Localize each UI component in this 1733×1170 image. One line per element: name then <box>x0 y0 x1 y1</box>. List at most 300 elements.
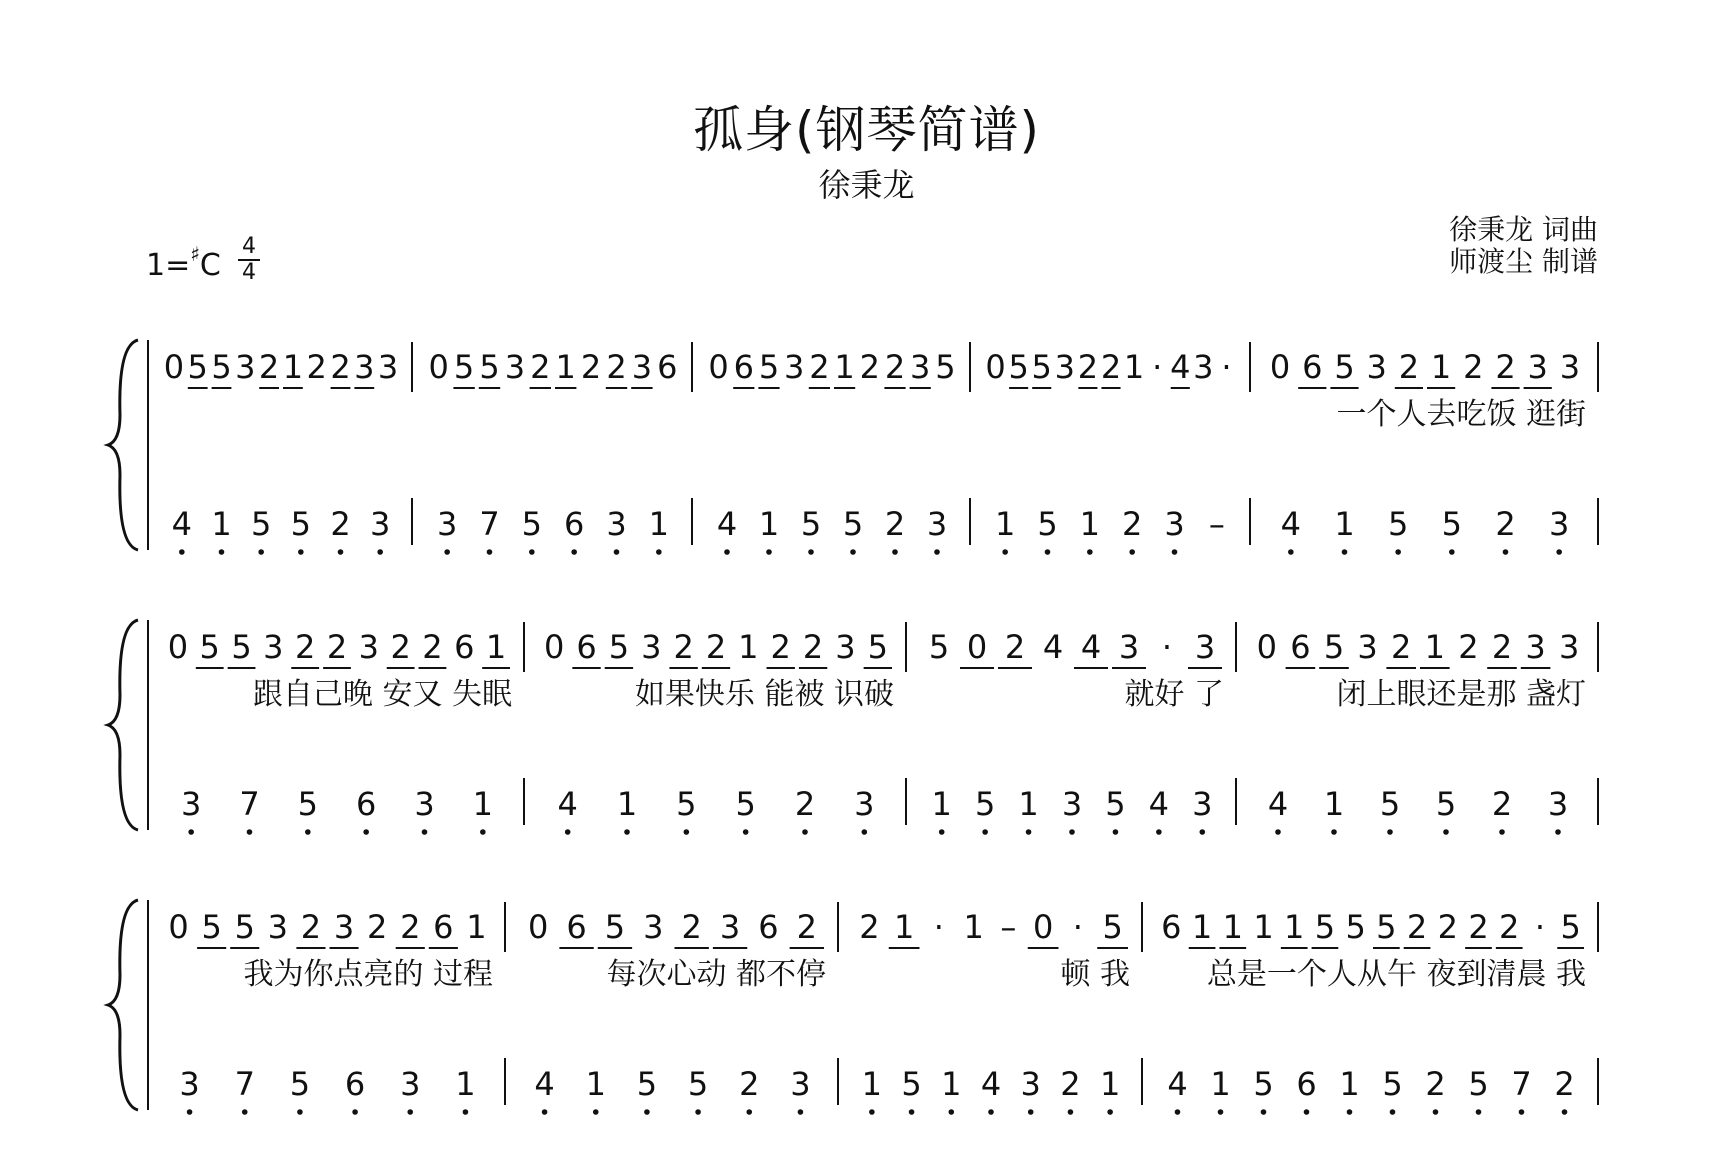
treble-note: 4 <box>1042 628 1064 666</box>
bass-note: 3 <box>606 505 627 543</box>
lyric-text: 顿 我 <box>1060 957 1130 992</box>
system-brace <box>108 900 138 1110</box>
treble-note: 6 <box>1161 908 1182 946</box>
treble-note: · <box>1161 628 1173 666</box>
low-octave-dot <box>850 549 856 555</box>
treble-note: 4 <box>1170 348 1191 386</box>
bass-note: 3 <box>179 1065 200 1103</box>
low-octave-dot <box>614 549 620 555</box>
low-octave-dot <box>1519 1109 1525 1115</box>
bass-note: 5 <box>687 1065 709 1103</box>
treble-note: 2 <box>530 348 551 386</box>
treble-note: 3 <box>1525 628 1546 666</box>
treble-note: 3 <box>835 628 856 666</box>
bass-note: 5 <box>842 505 864 543</box>
low-octave-dot <box>363 829 369 835</box>
treble-note: 2 <box>809 348 830 386</box>
treble-note: 3 <box>235 348 256 386</box>
bass-note: 2 <box>1554 1065 1575 1103</box>
treble-note: 3 <box>1357 628 1378 666</box>
low-octave-dot <box>247 829 253 835</box>
low-octave-dot <box>1129 549 1135 555</box>
low-octave-dot <box>422 829 428 835</box>
treble-note: 5 <box>211 348 232 386</box>
time-bottom: 4 <box>242 260 256 285</box>
treble-note: 3 <box>358 628 379 666</box>
treble-note: 6 <box>454 628 475 666</box>
bass-note: 5 <box>676 785 697 823</box>
bass-note: 3 <box>854 785 875 823</box>
bass-note: 3 <box>400 1065 421 1103</box>
treble-note: 5 <box>1031 348 1052 386</box>
bass-note: 5 <box>290 505 312 543</box>
treble-note: 2 <box>300 908 322 946</box>
low-octave-dot <box>352 1109 358 1115</box>
bass-note: 3 <box>1548 505 1570 543</box>
treble-note: 3 <box>1054 348 1075 386</box>
low-octave-dot <box>1275 829 1281 835</box>
low-octave-dot <box>219 549 225 555</box>
treble-note: 0 <box>528 908 549 946</box>
low-octave-dot <box>1261 1109 1267 1115</box>
bass-note: 3 <box>790 1065 811 1103</box>
time-top: 4 <box>242 234 256 259</box>
treble-note: 2 <box>366 908 388 946</box>
bass-note: 2 <box>1121 505 1143 543</box>
treble-note: 0 <box>1269 348 1291 386</box>
low-octave-dot <box>1175 1109 1181 1115</box>
treble-note: 5 <box>453 348 475 386</box>
treble-note: 5 <box>1102 908 1123 946</box>
treble-note: 1 <box>834 348 855 386</box>
bass-note: 1 <box>648 505 670 543</box>
treble-note: 6 <box>733 348 754 386</box>
bass-note: 5 <box>974 785 996 823</box>
low-octave-dot <box>1002 549 1008 555</box>
bass-note: 3 <box>436 505 458 543</box>
treble-note: 5 <box>231 628 252 666</box>
treble-note: 0 <box>167 628 189 666</box>
bass-note: 5 <box>1379 785 1401 823</box>
treble-note: 5 <box>1345 908 1366 946</box>
low-octave-dot <box>444 549 450 555</box>
treble-note: 5 <box>1314 908 1336 946</box>
treble-note: 3 <box>267 908 289 946</box>
treble-note: 2 <box>606 348 627 386</box>
treble-note: 5 <box>604 908 626 946</box>
treble-note: 1 <box>466 908 487 946</box>
treble-note: 6 <box>576 628 597 666</box>
treble-note: 0 <box>985 348 1006 386</box>
bass-note: 4 <box>1267 785 1289 823</box>
treble-note: 5 <box>1323 628 1345 666</box>
bass-note: 2 <box>739 1065 760 1103</box>
key-prefix: 1= <box>146 248 191 283</box>
treble-note: 2 <box>1437 908 1458 946</box>
bass-note: 4 <box>1167 1065 1188 1103</box>
low-octave-dot <box>862 829 868 835</box>
low-octave-dot <box>258 549 264 555</box>
low-octave-dot <box>529 549 535 555</box>
low-octave-dot <box>1556 549 1562 555</box>
bass-note: 1 <box>1323 785 1345 823</box>
treble-note: 3 <box>504 348 526 386</box>
bass-note: 7 <box>479 505 500 543</box>
bass-note: 2 <box>330 505 351 543</box>
treble-note: 3 <box>1527 348 1548 386</box>
bass-note: 2 <box>884 505 906 543</box>
bass-note: 1 <box>455 1065 476 1103</box>
treble-note: 3 <box>1118 628 1140 666</box>
bass-note: 5 <box>521 505 543 543</box>
treble-note: 2 <box>1398 348 1420 386</box>
bass-note: 4 <box>980 1065 1002 1103</box>
low-octave-dot <box>1028 1109 1034 1115</box>
low-octave-dot <box>297 1109 303 1115</box>
low-octave-dot <box>1172 549 1178 555</box>
low-octave-dot <box>656 549 662 555</box>
treble-note: 5 <box>1334 348 1355 386</box>
treble-note: 3 <box>641 628 662 666</box>
treble-note: 3 <box>377 348 399 386</box>
low-octave-dot <box>1395 549 1401 555</box>
lyric-text: 如果快乐 能被 识破 <box>634 677 894 712</box>
system-brace <box>108 620 138 830</box>
treble-note: 2 <box>1077 348 1099 386</box>
lyric-text: 跟自己晚 安又 失眠 <box>252 677 512 712</box>
low-octave-dot <box>684 829 690 835</box>
credit-arranger: 师渡尘 制谱 <box>1449 245 1598 278</box>
low-octave-dot <box>407 1109 413 1115</box>
low-octave-dot <box>188 829 194 835</box>
treble-note: 2 <box>705 628 727 666</box>
treble-note: 3 <box>784 348 805 386</box>
treble-note: 2 <box>673 628 694 666</box>
bass-note: 3 <box>1547 785 1569 823</box>
low-octave-dot <box>593 1109 599 1115</box>
low-octave-dot <box>892 549 898 555</box>
low-octave-dot <box>743 829 749 835</box>
bass-note: 1 <box>931 785 952 823</box>
treble-note: 3 <box>719 908 741 946</box>
bass-note: 6 <box>1296 1065 1317 1103</box>
bass-note: 7 <box>1511 1065 1532 1103</box>
low-octave-dot <box>1342 549 1348 555</box>
bass-note: 4 <box>171 505 193 543</box>
bass-note: 1 <box>758 505 780 543</box>
bass-note: 5 <box>1037 505 1058 543</box>
bass-note: 5 <box>1253 1065 1274 1103</box>
bass-note: 1 <box>1018 785 1039 823</box>
low-octave-dot <box>808 549 814 555</box>
low-octave-dot <box>242 1109 248 1115</box>
treble-note: 5 <box>867 628 888 666</box>
treble-note: 3 <box>333 908 355 946</box>
bass-note: 5 <box>735 785 756 823</box>
low-octave-dot <box>1068 1109 1074 1115</box>
treble-note: 0 <box>163 348 185 386</box>
bass-note: 5 <box>289 1065 311 1103</box>
lyric-text: 闭上眼还是那 盏灯 <box>1336 677 1586 712</box>
low-octave-dot <box>624 829 630 835</box>
low-octave-dot <box>644 1109 650 1115</box>
low-octave-dot <box>1288 549 1294 555</box>
low-octave-dot <box>179 549 185 555</box>
treble-note: 2 <box>400 908 421 946</box>
bass-note: 1 <box>861 1065 883 1103</box>
bass-note: 1 <box>941 1065 962 1103</box>
treble-note: 6 <box>566 908 587 946</box>
treble-note: 2 <box>580 348 602 386</box>
low-octave-dot <box>305 829 311 835</box>
lyric-text: 总是一个人从午 夜到清晨 我 <box>1206 957 1586 992</box>
low-octave-dot <box>463 1109 469 1115</box>
bass-note: 1 <box>472 785 494 823</box>
bass-note: 7 <box>234 1065 255 1103</box>
low-octave-dot <box>948 1109 954 1115</box>
treble-note: 3 <box>1194 628 1216 666</box>
bass-note: 1 <box>1210 1065 1231 1103</box>
treble-note: 3 <box>1193 348 1214 386</box>
bass-note: 4 <box>1280 505 1302 543</box>
treble-note: 1 <box>282 348 304 386</box>
treble-note: 0 <box>428 348 449 386</box>
low-octave-dot <box>487 549 493 555</box>
low-octave-dot <box>909 1109 915 1115</box>
treble-note: 3 <box>643 908 664 946</box>
treble-note: 0 <box>544 628 565 666</box>
low-octave-dot <box>1331 829 1337 835</box>
treble-note: 2 <box>1100 348 1122 386</box>
treble-note: 5 <box>935 348 956 386</box>
bass-note: 4 <box>1148 785 1170 823</box>
low-octave-dot <box>939 829 945 835</box>
key-note: C <box>199 248 221 283</box>
treble-note: 2 <box>681 908 702 946</box>
treble-note: 2 <box>1458 628 1479 666</box>
low-octave-dot <box>1555 829 1561 835</box>
bass-note: 5 <box>901 1065 922 1103</box>
treble-note: 2 <box>884 348 906 386</box>
bass-note: 4 <box>557 785 578 823</box>
bass-note: 5 <box>297 785 319 823</box>
bass-note: 1 <box>211 505 232 543</box>
low-octave-dot <box>869 1109 875 1115</box>
low-octave-dot <box>988 1109 994 1115</box>
low-octave-dot <box>338 549 344 555</box>
system-2 <box>108 620 1598 835</box>
treble-note: 1 <box>1430 348 1452 386</box>
treble-note: · <box>1221 348 1232 386</box>
treble-note: 6 <box>433 908 454 946</box>
treble-note: 2 <box>390 628 411 666</box>
treble-note: 2 <box>1406 908 1428 946</box>
low-octave-dot <box>1026 829 1032 835</box>
bass-note: 7 <box>239 785 260 823</box>
treble-note: 2 <box>859 348 880 386</box>
low-octave-dot <box>1218 1109 1224 1115</box>
treble-note: 3 <box>263 628 284 666</box>
low-octave-dot <box>1562 1109 1568 1115</box>
low-octave-dot <box>1503 549 1509 555</box>
bass-note: 3 <box>1192 785 1213 823</box>
treble-note: 2 <box>1004 628 1026 666</box>
bass-note: 3 <box>926 505 948 543</box>
bass-note: 3 <box>1020 1065 1041 1103</box>
lyric-text: 一个人去吃饭 逛街 <box>1336 397 1586 432</box>
low-octave-dot <box>1087 549 1093 555</box>
treble-note: 0 <box>966 628 988 666</box>
treble-note: 4 <box>1080 628 1102 666</box>
low-octave-dot <box>1304 1109 1310 1115</box>
bass-note: 5 <box>1387 505 1409 543</box>
bass-note: 1 <box>994 505 1016 543</box>
bass-note: 5 <box>1105 785 1126 823</box>
sharp-sign: ♯ <box>190 242 200 266</box>
system-brace <box>108 340 138 550</box>
low-octave-dot <box>298 549 304 555</box>
treble-note: 1 <box>893 908 915 946</box>
treble-note: 1 <box>738 628 759 666</box>
score-title: 孤身(钢琴简谱) <box>692 101 1040 159</box>
low-octave-dot <box>1113 829 1119 835</box>
treble-note: · <box>1152 348 1163 386</box>
low-octave-dot <box>746 1109 752 1115</box>
bass-note: 1 <box>1079 505 1101 543</box>
bass-note: 2 <box>1060 1065 1081 1103</box>
low-octave-dot <box>1069 829 1075 835</box>
lyric-text: 每次心动 都不停 <box>606 957 826 992</box>
bass-note: 4 <box>534 1065 555 1103</box>
treble-note: 5 <box>199 628 220 666</box>
low-octave-dot <box>766 549 772 555</box>
low-octave-dot <box>542 1109 548 1115</box>
low-octave-dot <box>982 829 988 835</box>
treble-note: 0 <box>168 908 189 946</box>
treble-note: 2 <box>1463 348 1484 386</box>
treble-note: 3 <box>1559 628 1580 666</box>
treble-note: 3 <box>1366 348 1387 386</box>
bass-note: 6 <box>344 1065 366 1103</box>
treble-note: 1 <box>1424 628 1445 666</box>
treble-note: 2 <box>1499 908 1520 946</box>
treble-note: 1 <box>1284 908 1305 946</box>
bass-note: 1 <box>616 785 638 823</box>
low-octave-dot <box>1387 829 1393 835</box>
treble-note: 5 <box>928 628 950 666</box>
treble-note: 2 <box>802 628 824 666</box>
treble-note: 2 <box>1495 348 1516 386</box>
bass-note: 1 <box>1099 1065 1121 1103</box>
treble-note: 5 <box>758 348 780 386</box>
treble-note: 2 <box>770 628 791 666</box>
bass-note: 2 <box>1491 785 1513 823</box>
bass-note: 1 <box>1339 1065 1360 1103</box>
treble-note: 5 <box>479 348 500 386</box>
bass-note: 5 <box>1441 505 1463 543</box>
treble-note: 1 <box>963 908 984 946</box>
low-octave-dot <box>1347 1109 1353 1115</box>
credit-composer: 徐秉龙 词曲 <box>1449 213 1598 246</box>
treble-note: 5 <box>1008 348 1029 386</box>
bass-note: – <box>1208 505 1225 543</box>
low-octave-dot <box>1199 829 1205 835</box>
bass-note: 5 <box>1382 1065 1403 1103</box>
low-octave-dot <box>1443 829 1449 835</box>
low-octave-dot <box>802 829 808 835</box>
treble-note: 1 <box>1222 908 1243 946</box>
treble-note: – <box>1000 908 1017 946</box>
treble-note: 0 <box>1032 908 1054 946</box>
treble-note: 5 <box>187 348 208 386</box>
treble-note: 5 <box>608 628 630 666</box>
treble-note: 5 <box>1376 908 1397 946</box>
treble-note: 3 <box>631 348 653 386</box>
treble-note: 3 <box>910 348 931 386</box>
treble-note: 2 <box>1391 628 1412 666</box>
treble-note: 1 <box>1253 908 1274 946</box>
treble-note: 2 <box>330 348 351 386</box>
lyric-text: 我为你点亮的 过程 <box>243 957 493 992</box>
treble-note: 2 <box>326 628 348 666</box>
bass-note: 5 <box>250 505 272 543</box>
low-octave-dot <box>1156 829 1162 835</box>
bass-note: 2 <box>794 785 816 823</box>
bass-note: 5 <box>800 505 822 543</box>
low-octave-dot <box>377 549 383 555</box>
system-1 <box>108 340 1598 555</box>
treble-note: 2 <box>1491 628 1513 666</box>
treble-note: 1 <box>555 348 576 386</box>
bass-note: 1 <box>1334 505 1355 543</box>
low-octave-dot <box>187 1109 193 1115</box>
bass-note: 5 <box>1468 1065 1489 1103</box>
low-octave-dot <box>1390 1109 1396 1115</box>
bass-note: 2 <box>1425 1065 1446 1103</box>
treble-note: 0 <box>1256 628 1277 666</box>
treble-note: 5 <box>1560 908 1581 946</box>
treble-note: 6 <box>657 348 678 386</box>
treble-note: 3 <box>1559 348 1581 386</box>
treble-note: 5 <box>234 908 255 946</box>
bass-note: 3 <box>180 785 202 823</box>
bass-note: 6 <box>355 785 377 823</box>
low-octave-dot <box>1107 1109 1113 1115</box>
low-octave-dot <box>724 549 730 555</box>
bass-note: 5 <box>636 1065 658 1103</box>
bass-note: 4 <box>716 505 738 543</box>
bass-note: 3 <box>414 785 435 823</box>
score-subtitle: 徐秉龙 <box>818 166 915 204</box>
low-octave-dot <box>1433 1109 1439 1115</box>
treble-note: 0 <box>708 348 729 386</box>
treble-note: 2 <box>258 348 280 386</box>
treble-note: 1 <box>1191 908 1213 946</box>
low-octave-dot <box>565 829 571 835</box>
treble-note: 1 <box>485 628 507 666</box>
bass-note: 1 <box>585 1065 606 1103</box>
system-3 <box>108 900 1598 1115</box>
treble-note: 6 <box>1290 628 1311 666</box>
bass-note: 3 <box>1164 505 1185 543</box>
low-octave-dot <box>1476 1109 1482 1115</box>
bass-note: 3 <box>369 505 391 543</box>
bass-note: 6 <box>563 505 585 543</box>
low-octave-dot <box>695 1109 701 1115</box>
treble-note: 3 <box>354 348 375 386</box>
low-octave-dot <box>1499 829 1505 835</box>
bass-note: 2 <box>1495 505 1516 543</box>
